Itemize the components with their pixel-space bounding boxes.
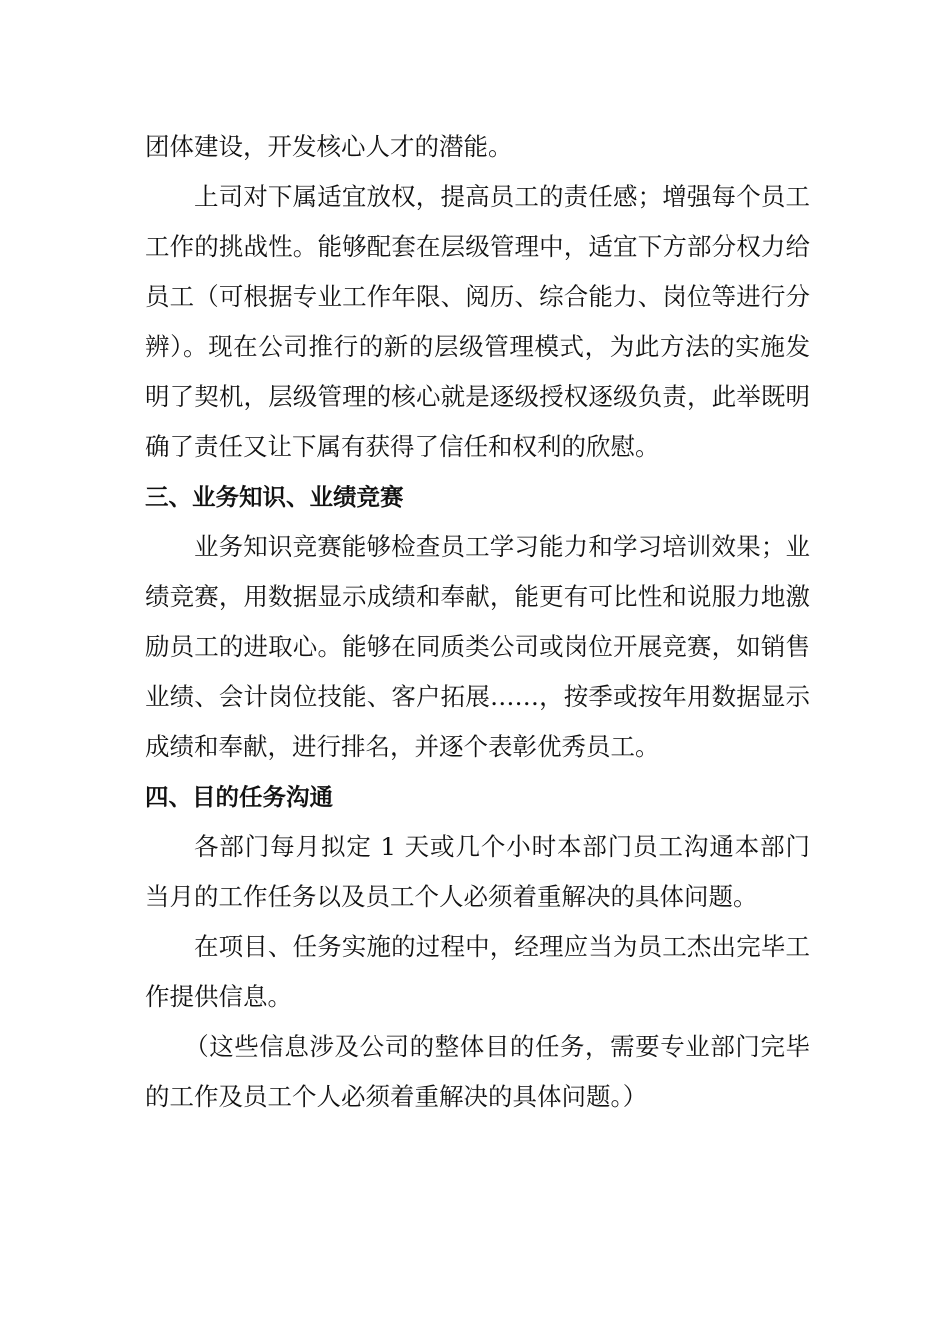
paragraph-info-note: （这些信息涉及公司的整体目的任务，需要专业部门完毕的工作及员工个人必须着重解决的具体问题。） [145, 1032, 810, 1111]
paragraph-monthly-communication: 各部门每月拟定 1 天或几个小时本部门员工沟通本部门当月的工作任务以及员工个人必须着重解决的具体问题。 [145, 832, 810, 911]
paragraph-delegation: 上司对下属适宜放权，提高员工的责任感；增强每个员工工作的挑战性。能够配套在层级管理中，适宜下方部分权力给员工（可根据专业工作年限、阅历、综合能力、岗位等进行分辨）。现在公司推行的新的层级管理模式，为此方法的实施发明了契机，层级管理的核心就是逐级授权逐级负责，此举既明确了责任又让下属有获得了信任和权利的欣慰。 [145, 182, 810, 461]
section-heading-3: 三、业务知识、业绩竞赛 [145, 483, 404, 511]
paragraph-competition: 业务知识竞赛能够检查员工学习能力和学习培训效果；业绩竞赛，用数据显示成绩和奉献，能更有可比性和说服力地激励员工的进取心。能够在同质类公司或岗位开展竞赛，如销售业绩、会计岗位技能、客户拓展……，按季或按年用数据显示成绩和奉献，进行排名，并逐个表彰优秀员工。 [145, 532, 810, 761]
paragraph-team-building: 团体建设，开发核心人才的潜能。 [145, 132, 513, 161]
paragraph-manager-info: 在项目、任务实施的过程中，经理应当为员工杰出完毕工作提供信息。 [145, 932, 810, 1011]
section-heading-4: 四、目的任务沟通 [145, 783, 333, 811]
document-page [145, 122, 810, 1122]
